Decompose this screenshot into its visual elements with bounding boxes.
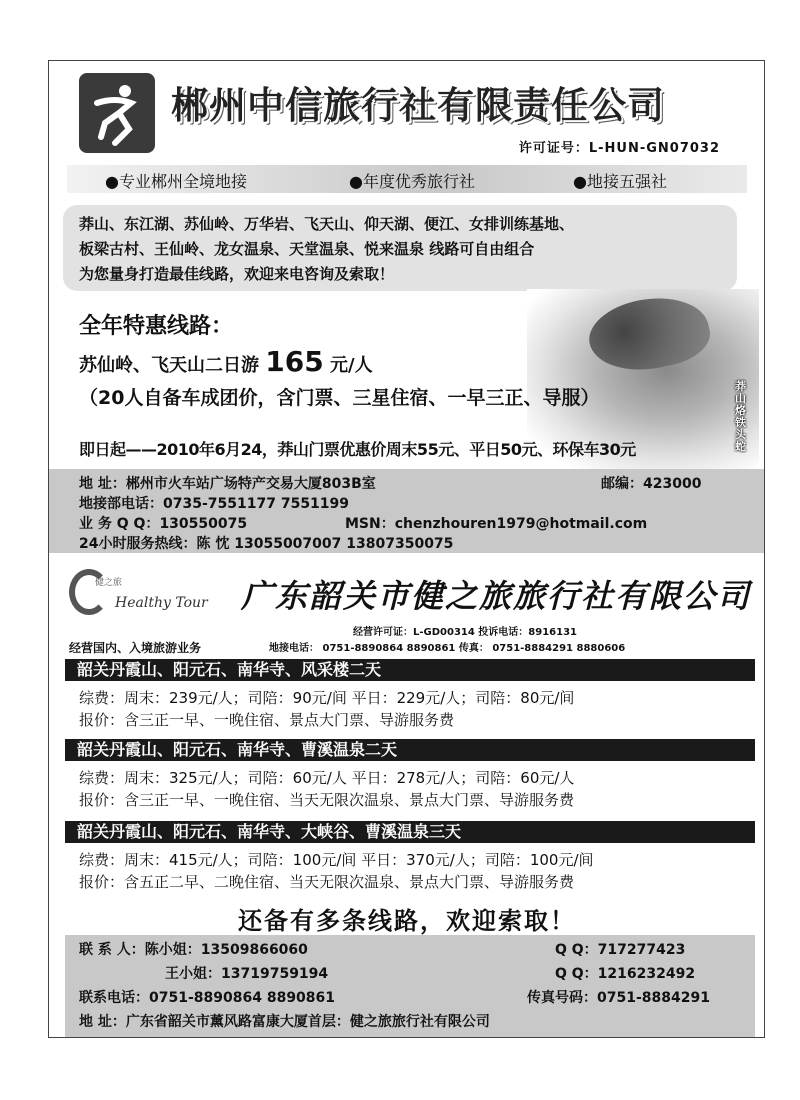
footer-address-row — [79, 1011, 490, 1031]
agency2-contacts: 地接电话： 0751-8890864 8890861 传真： 0751-8884291 8880606 — [269, 643, 626, 654]
photo-caption: 莽山烙铁头蛇 — [735, 380, 746, 453]
phone-row — [79, 493, 349, 513]
agency2-logo-text: Healthy Tour — [115, 595, 208, 611]
promo-price: 165 — [265, 345, 324, 378]
promo-title: 全年特惠线路： — [79, 314, 234, 339]
spots-line: 为您量身打造最佳线路，欢迎来电咨询及索取！ — [79, 265, 395, 283]
hotline-value: 陈 忱 13055007007 13807350075 — [196, 536, 454, 552]
route-includes: 报价：含三正一早、一晚住宿、景点大门票、导游服务费 — [79, 711, 455, 729]
agency2-logo-small: 健之旅 — [95, 578, 123, 588]
footer-address: 广东省韶关市薰风路富康大厦首层：健之旅旅行社有限公司 — [125, 1014, 490, 1030]
contact-2: 王小姐：13719759194 — [165, 966, 329, 982]
agency2-contact-box — [65, 935, 755, 1037]
scenic-spots-box — [63, 205, 737, 291]
hotline-row — [79, 533, 453, 553]
spots-line: 莽山、东江湖、苏仙岭、万华岩、飞天山、仰天湖、便江、女排训练基地、 — [79, 215, 575, 233]
feature-item: ●专业郴州全境地接 — [105, 172, 247, 191]
agency1-permit: 许可证号：L-HUN-GN07032 — [518, 141, 720, 156]
agency2-permit: 经营许可证：L-GD00314 投诉电话：8916131 — [353, 627, 578, 638]
promo-route-name: 苏仙岭、飞天山二日游 — [79, 355, 259, 376]
feature-item: ●年度优秀旅行社 — [349, 172, 475, 191]
promo-unit: 元/人 — [330, 355, 373, 376]
address-row — [79, 473, 376, 493]
contact-label: 联 系 人： — [79, 942, 145, 958]
contact-1: 陈小姐：13509866060 — [144, 942, 308, 958]
qq-1: Q Q：717277423 — [555, 942, 686, 958]
agency1-name: 郴州中信旅行社有限责任公司 — [171, 84, 665, 127]
qq-label: 业 务 Q Q： — [79, 516, 160, 532]
running-figure-icon — [79, 73, 155, 153]
route-includes: 报价：含三正一早、一晚住宿、当天无限次温泉、景点大门票、导游服务费 — [79, 791, 575, 809]
route-fee: 综费：周末：239元/人；司陪：90元/间 平日：229元/人；司陪：80元/间 — [79, 689, 575, 707]
agency1-logo — [79, 73, 155, 153]
agency2-business: 经营国内、入境旅游业务 — [69, 641, 202, 655]
postcode: 邮编：423000 — [601, 476, 702, 492]
address-label: 地 址： — [79, 476, 126, 492]
footer-address-label: 地 址： — [79, 1014, 126, 1030]
qq-value: 130550075 — [159, 516, 248, 532]
contact-row — [79, 939, 308, 959]
feature-item: ●地接五强社 — [573, 172, 667, 191]
address-value: 郴州市火车站广场特产交易大厦803B室 — [125, 476, 376, 492]
promo-ticket: 即日起——2010年6月24，莽山门票优惠价周末55元、平日50元、环保车30元 — [79, 440, 636, 459]
footer-fax: 传真号码：0751-8884291 — [527, 990, 710, 1006]
promo-note: （20人自备车成团价，含门票、三星住宿、一早三正、导服） — [79, 387, 600, 409]
route-includes: 报价：含五正二早、二晚住宿、当天无限次温泉、景点大门票、导游服务费 — [79, 873, 575, 891]
agency1-contact-box — [49, 469, 765, 553]
qq-row — [79, 513, 247, 533]
route-title: 韶关丹霞山、阳元石、南华寺、曹溪温泉二天 — [65, 739, 755, 761]
qq-2: Q Q：1216232492 — [555, 966, 696, 982]
phone-label: 地接部电话： — [79, 496, 163, 512]
route-fee: 综费：周末：415元/人；司陪：100元/间 平日：370元/人；司陪：100元/间 — [79, 851, 594, 869]
route-fee: 综费：周末：325元/人；司陪：60元/人 平日：278元/人；司陪：60元/人 — [79, 769, 575, 787]
call-to-action: 还备有多条线路，欢迎索取！ — [238, 906, 576, 935]
agency2-name: 广东韶关市健之旅旅行社有限公司 — [241, 577, 752, 615]
footer-phone: 联系电话：0751-8890864 8890861 — [79, 990, 336, 1006]
phone-value: 0735-7551177 7551199 — [163, 496, 350, 512]
route-title: 韶关丹霞山、阳元石、南华寺、大峡谷、曹溪温泉三天 — [65, 821, 755, 843]
advertisement-page — [48, 60, 765, 1038]
msn: MSN：chenzhouren1979@hotmail.com — [345, 516, 648, 532]
promo-route — [79, 345, 373, 378]
feature-bar — [67, 165, 747, 193]
route-title: 韶关丹霞山、阳元石、南华寺、风采楼二天 — [65, 659, 755, 681]
spots-line: 板梁古村、王仙岭、龙女温泉、天堂温泉、悦来温泉 线路可自由组合 — [79, 240, 535, 258]
hotline-label: 24小时服务热线： — [79, 536, 197, 552]
